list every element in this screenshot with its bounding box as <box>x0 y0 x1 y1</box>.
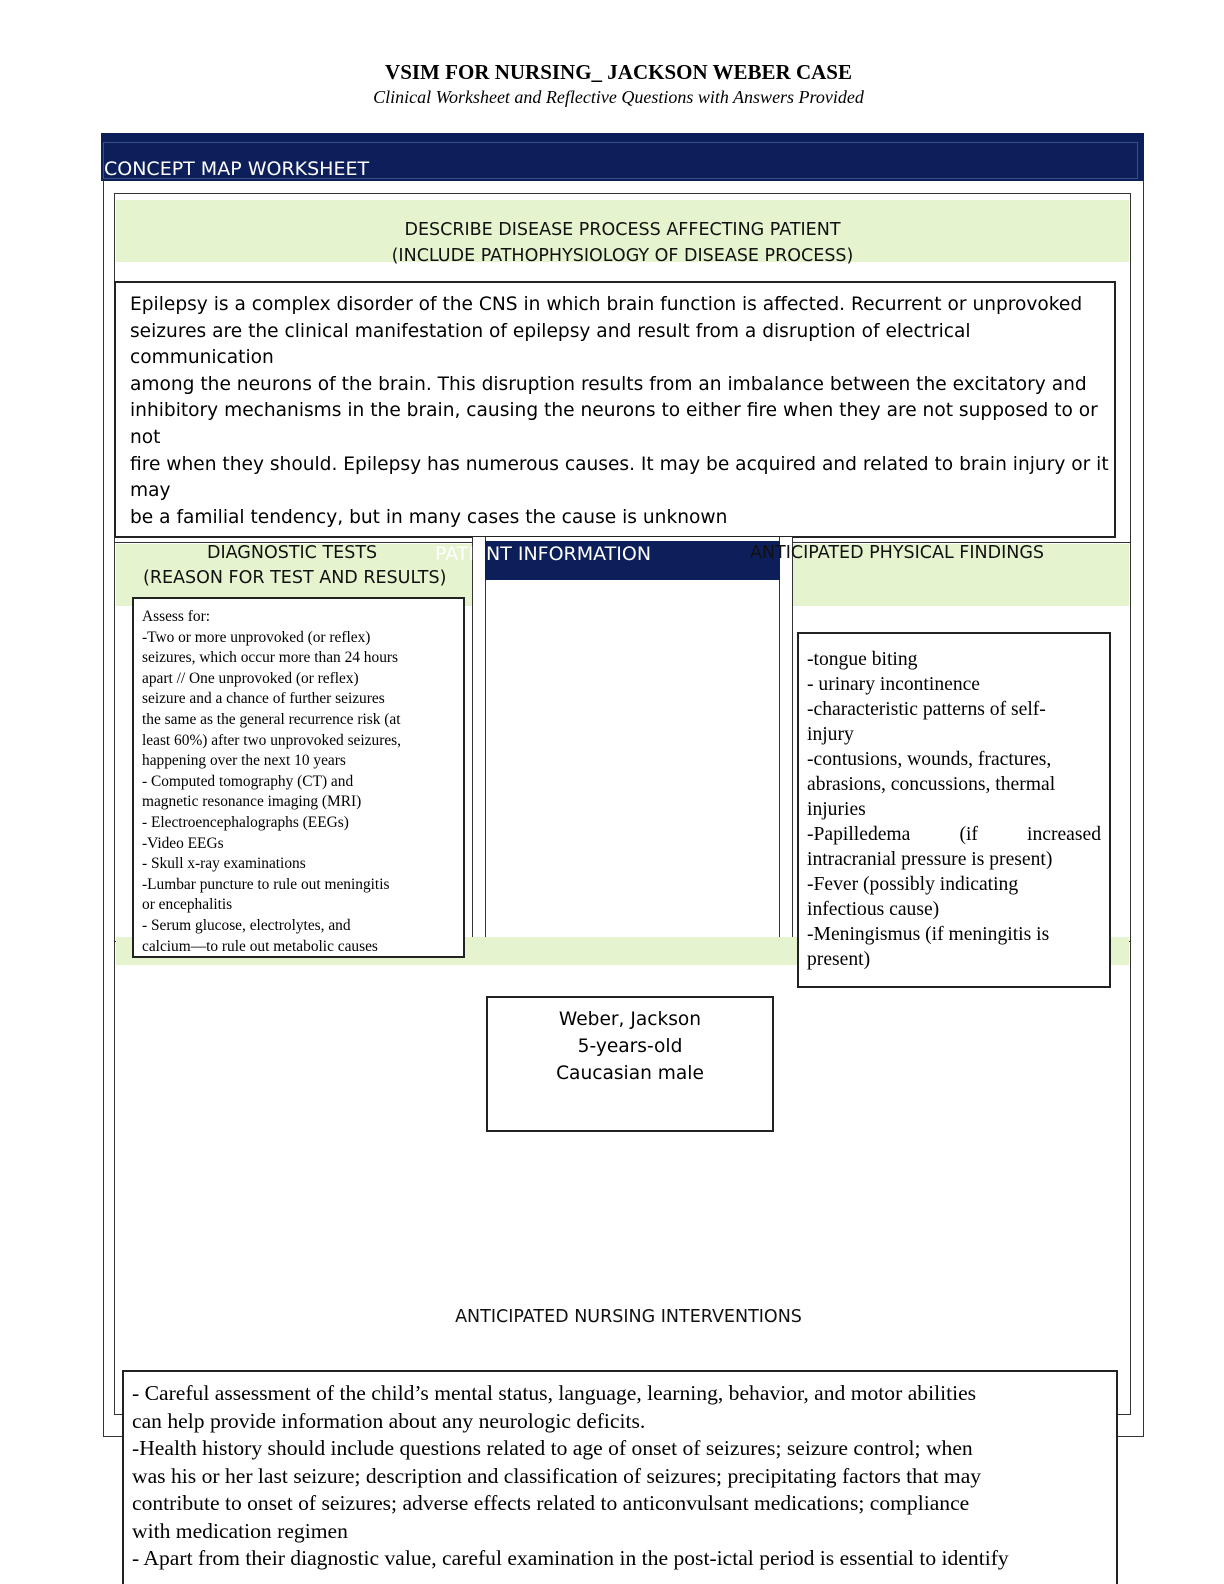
diagnostic-line: -Video EEGs <box>142 834 224 852</box>
patient-ethnicity-sex: Caucasian male <box>556 1063 704 1084</box>
diagnostic-line: seizures, which occur more than 24 hours <box>142 649 399 667</box>
diagnostic-line: Assess for: <box>142 608 210 625</box>
intervention-line: can help provide information about any neurologic deficits. <box>132 1408 646 1433</box>
physical-line: -Fever (possibly indicating <box>807 874 1019 895</box>
disease-heading-line1: DESCRIBE DISEASE PROCESS AFFECTING PATIENT <box>404 220 841 240</box>
interventions-heading: ANTICIPATED NURSING INTERVENTIONS <box>455 1307 802 1327</box>
diagnostic-heading-line1: DIAGNOSTIC TESTS <box>207 543 378 563</box>
physical-line: intracranial pressure is present) <box>807 849 1053 870</box>
physical-line: -characteristic patterns of self- <box>807 699 1046 720</box>
patient-column-inner <box>485 537 780 937</box>
concept-map-header-label: CONCEPT MAP WORKSHEET <box>104 158 370 180</box>
diagnostic-tests-box <box>132 597 465 958</box>
physical-line: - urinary incontinence <box>807 674 981 695</box>
diagnostic-line: magnetic resonance imaging (MRI) <box>142 793 362 811</box>
physical-line: abrasions, concussions, thermal <box>807 774 1056 795</box>
diagnostic-line: - Computed tomography (CT) and <box>142 772 354 790</box>
diagnostic-line: - Electroencephalographs (EEGs) <box>142 813 349 831</box>
disease-line: inhibitory mechanisms in the brain, causing the neurons to either fire when they are not supposed to or not <box>130 400 1098 448</box>
physical-findings-box <box>797 632 1111 988</box>
physical-findings-heading: ANTICIPATED PHYSICAL FINDINGS <box>750 543 1045 563</box>
intervention-line: contribute to onset of seizures; adverse effects related to anticonvulsant medications; compliance <box>132 1491 970 1515</box>
intervention-line: was his or her last seizure; description and classification of seizures; precipitating factors that may <box>132 1463 982 1488</box>
document-title: VSIM FOR NURSING_ JACKSON WEBER CASE <box>385 60 852 84</box>
disease-line: Epilepsy is a complex disorder of the CNS in which brain function is affected. Recurrent or unprovoked <box>130 294 1083 315</box>
diagnostic-line: least 60%) after two unprovoked seizures, <box>142 731 401 749</box>
physical-line: -Papilledema (if increased <box>807 824 1101 845</box>
intervention-line: -Health history should include questions related to age of onset of seizures; seizure control; when <box>132 1436 973 1460</box>
diagnostic-line: calcium—to rule out metabolic causes <box>142 937 378 955</box>
diagnostic-line: - Skull x-ray examinations <box>142 855 306 873</box>
diagnostic-line: apart // One unprovoked (or reflex) <box>142 669 359 687</box>
disease-heading-line2: (INCLUDE PATHOPHYSIOLOGY OF DISEASE PROCESS) <box>391 246 854 266</box>
diagnostic-line: happening over the next 10 years <box>142 752 346 770</box>
disease-line: be a familial tendency, but in many cases the cause is unknown <box>130 506 728 528</box>
diagnostic-line: - Serum glucose, electrolytes, and <box>142 916 351 934</box>
physical-line: infectious cause) <box>807 899 940 920</box>
diagnostic-heading-line2: (REASON FOR TEST AND RESULTS) <box>143 568 447 588</box>
interventions-box <box>122 1370 1118 1584</box>
physical-line: injuries <box>807 799 866 820</box>
diagnostic-line: the same as the general recurrence risk (at <box>142 710 401 728</box>
disease-line: fire when they should. Epilepsy has numerous causes. It may be acquired and related to brain injury or it may <box>130 453 1109 502</box>
diagnostic-line: seizure and a chance of further seizures <box>142 690 385 708</box>
physical-line: -tongue biting <box>807 649 918 670</box>
disease-line: among the neurons of the brain. This disruption results from an imbalance between the excitatory and <box>130 373 1087 395</box>
diagnostic-line: -Two or more unprovoked (or reflex) <box>142 628 371 646</box>
intervention-line: - Apart from their diagnostic value, careful examination in the post-ictal period is essential to identify <box>132 1546 1009 1570</box>
patient-name: Weber, Jackson <box>558 1009 702 1030</box>
patient-info-heading: PATIENT INFORMATION <box>435 543 652 565</box>
physical-line: -Meningismus (if meningitis is <box>807 924 1050 945</box>
document-subtitle: Clinical Worksheet and Reflective Questions with Answers Provided <box>373 87 864 107</box>
disease-description-box <box>114 281 1116 538</box>
diagnostic-line: -Lumbar puncture to rule out meningitis <box>142 875 390 893</box>
intervention-line: - Careful assessment of the child’s mental status, language, learning, behavior, and motor abilities <box>132 1381 977 1405</box>
patient-identity-box <box>486 996 774 1132</box>
physical-line: -contusions, wounds, fractures, <box>807 749 1052 770</box>
physical-line: present) <box>807 949 871 970</box>
disease-line: seizures are the clinical manifestation of epilepsy and result from a disruption of electrical communication <box>130 320 971 369</box>
patient-age: 5-years-old <box>577 1036 683 1057</box>
physical-line: injury <box>807 724 854 745</box>
diagnostic-line: or encephalitis <box>142 896 233 914</box>
intervention-line: with medication regimen <box>132 1518 348 1543</box>
